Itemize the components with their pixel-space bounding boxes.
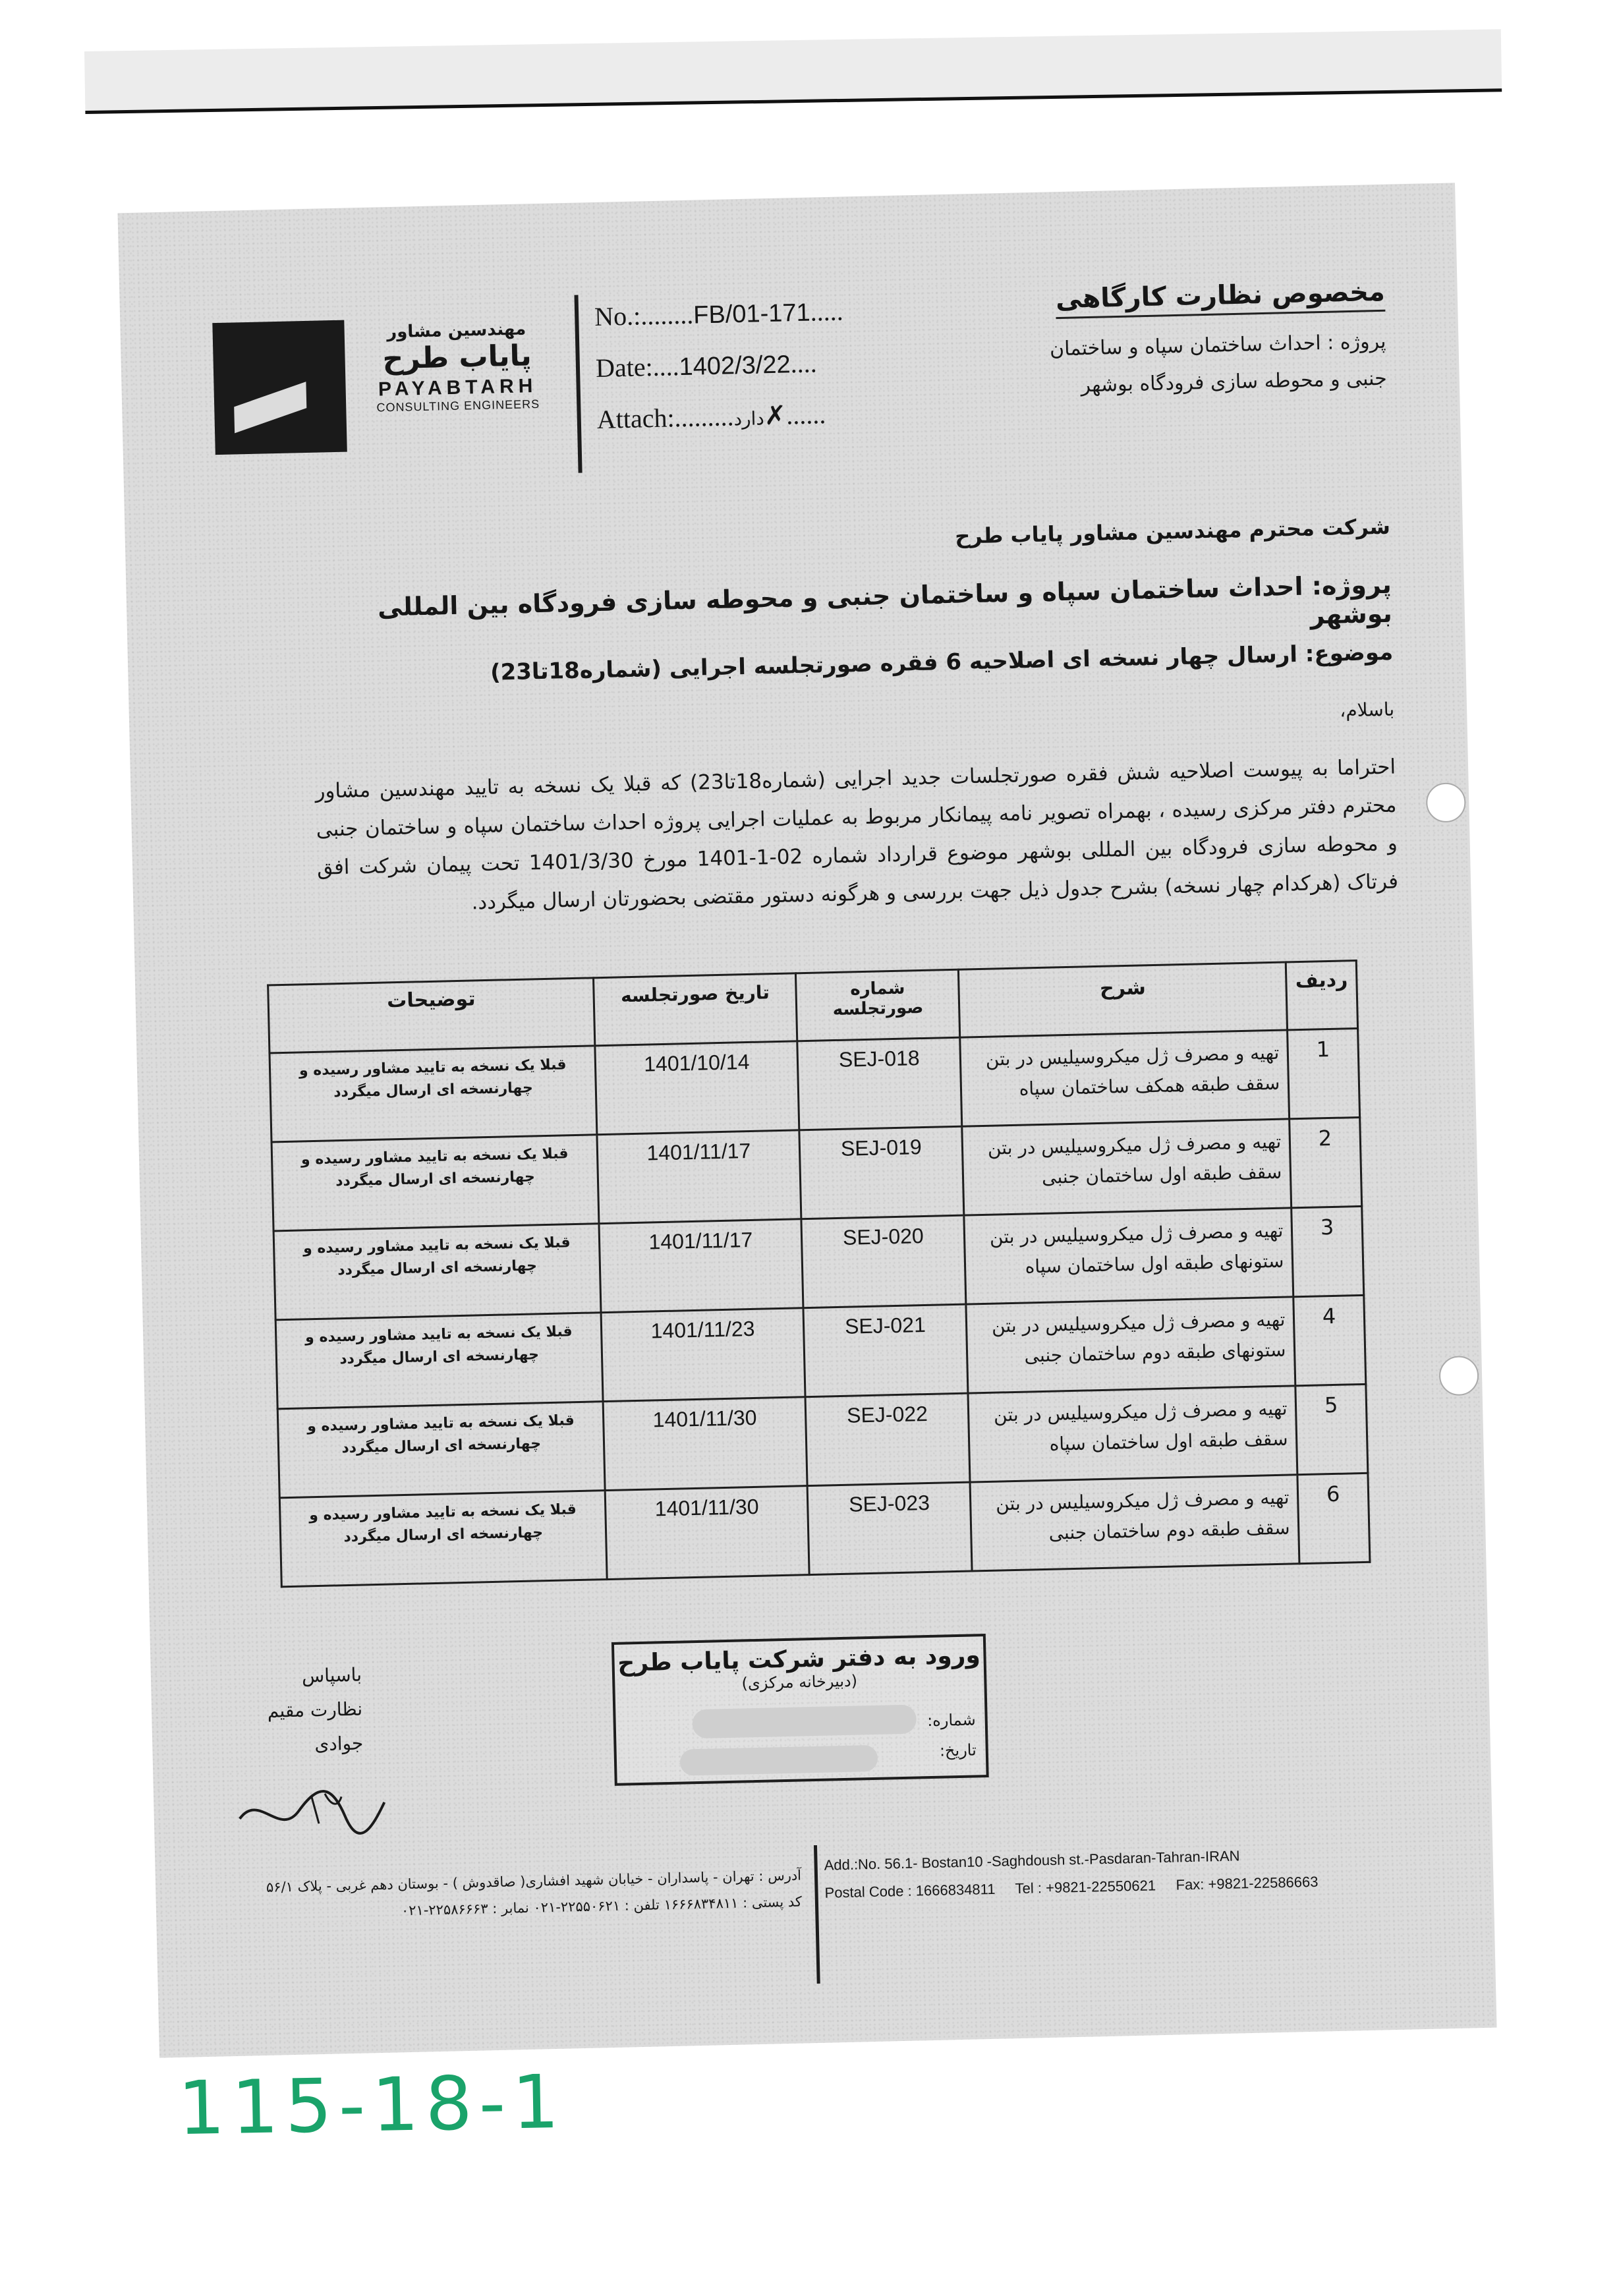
logo-stripe <box>234 382 306 433</box>
attach-label: Attach: <box>596 403 675 434</box>
cell-sharh: تهیه و مصرف ژل میکروسیلیس در بتن سقف طبقه اول ساختمان سپاه <box>968 1386 1297 1482</box>
cell-number: SEJ-023 <box>807 1482 972 1575</box>
col-number-header: شماره صورتجلسه <box>796 969 960 1041</box>
cell-sharh: تهیه و مصرف ژل میکروسیلیس در بتن ستونهای طبقه دوم ساختمان جنبی <box>966 1297 1295 1393</box>
header-project-line2: جنبی و محوطه سازی فرودگاه بوشهر <box>1081 366 1388 397</box>
greeting: باسلام، <box>1339 698 1395 722</box>
footer-address-fa: آدرس : تهران - پاسداران - خیابان شهید افشاری( صاقدوش ) - بوستان دهم غربی - پلاک ۵۶/۱ <box>266 1867 802 1895</box>
brand-persian-small: مهندسین مشاور <box>386 319 526 343</box>
brand-persian-big: پایاب طرح <box>382 339 532 376</box>
cell-radif: 2 <box>1290 1117 1362 1207</box>
stamp-title: ورود به دفتر شرکت پایاب طرح <box>617 1642 981 1677</box>
cell-desc: قبلا یک نسخه به تایید مشاور رسیده و چهارنسخه ای ارسال میگردد <box>277 1402 605 1498</box>
cell-date: 1401/11/30 <box>603 1397 807 1491</box>
footer-address-en: Add.:No. 56.1- Bostan10 -Saghdoush st.-Pasdaran-Tahran-IRAN <box>824 1847 1240 1874</box>
date-value: 1402/3/22 <box>679 351 791 382</box>
header-right-block <box>1048 277 1387 405</box>
document-title: مخصوص نظارت کارگاهی <box>1056 277 1386 319</box>
stamp-number-label: شماره: <box>926 1710 977 1731</box>
cell-desc: قبلا یک نسخه به تایید مشاور رسیده و چهارنسخه ای ارسال میگردد <box>271 1135 599 1231</box>
header-divider <box>574 295 582 473</box>
punch-hole <box>1426 782 1466 822</box>
attach-value: دارد <box>733 408 765 430</box>
minutes-table <box>267 960 1371 1588</box>
cell-sharh: تهیه و مصرف ژل میکروسیلیس در بتن سقف طبقه دوم ساختمان جنبی <box>970 1475 1299 1571</box>
cell-desc: قبلا یک نسخه به تایید مشاور رسیده و چهارنسخه ای ارسال میگردد <box>279 1491 607 1587</box>
cell-date: 1401/11/30 <box>605 1486 809 1580</box>
footer-postal-en: Postal Code : 1666834811 <box>824 1880 996 1901</box>
subject-line: موضوع: ارسال چهار نسخه ای اصلاحیه 6 فقره صورتجلسه اجرایی (شماره18تا23) <box>490 639 1394 686</box>
body-paragraph: احتراما به پیوست اصلاحیه شش فقره صورتجلسات جدید اجرایی (شماره18تا23) که قبلا یک نسخه به تایید مهندسین مشاور محترم دفتر مرکزی رسیده ، بهمراه تصویر نامه پیمانکار مربوط به عملیات اجرایی پروژه احداث ساختمان سپاه و ساختمان جنبی و محوطه سازی فرودگاه بین المللی بوشهر موضوع قرارداد شماره 02-1-1401 مورخ 1401/3/30 تحت پیمان شرکت افق فرتاک (هرکدام چهار نسخه) بشرح جدول ذیل جهت بررسی و هرگونه دستور مقتضی بحضورتان ارسال میگردد. <box>315 755 1399 915</box>
signature-thanks: باسپاس <box>301 1663 362 1687</box>
recipient-company: شرکت محترم مهندسین مشاور پایاب طرح <box>954 513 1391 549</box>
header-project-line1: پروژه : احداث ساختمان سپاه و ساختمان <box>1049 330 1386 361</box>
meta-attach-row: Attach:.........دارد✗...... <box>596 399 826 434</box>
cell-radif: 1 <box>1288 1029 1360 1119</box>
redaction-blur <box>680 1745 878 1776</box>
cell-desc: قبلا یک نسخه به تایید مشاور رسیده و چهارنسخه ای ارسال میگردد <box>275 1313 603 1409</box>
signature-block <box>249 1658 363 1764</box>
cell-sharh: تهیه و مصرف ژل میکروسیلیس در بتن ستونهای طبقه اول ساختمان سپاه <box>964 1208 1293 1304</box>
redaction-blur <box>692 1704 917 1738</box>
meta-date-row: Date:....1402/3/22.... <box>595 348 818 383</box>
cell-radif: 4 <box>1293 1295 1366 1385</box>
cell-date: 1401/10/14 <box>595 1041 799 1135</box>
cell-number: SEJ-022 <box>805 1393 970 1486</box>
cell-radif: 3 <box>1292 1206 1364 1296</box>
col-desc-header: توضیحات <box>268 978 596 1053</box>
date-label: Date: <box>595 352 654 383</box>
cell-sharh: تهیه و مصرف ژل میکروسیلیس در بتن سقف طبقه همکف ساختمان سپاه <box>960 1030 1290 1126</box>
cell-sharh: تهیه و مصرف ژل میکروسیلیس در بتن سقف طبقه اول ساختمان جنبی <box>962 1119 1292 1215</box>
handwritten-archive-code: 115-18-1 <box>177 2059 567 2152</box>
brand-english-sub: CONSULTING ENGINEERS <box>376 397 540 415</box>
cell-number: SEJ-021 <box>803 1304 968 1397</box>
handwritten-signature <box>232 1776 391 1845</box>
cell-radif: 5 <box>1295 1384 1368 1474</box>
stamp-date-label: تاریخ: <box>939 1740 977 1760</box>
col-radif-header: ردیف <box>1286 961 1358 1030</box>
no-label: No.: <box>594 301 641 332</box>
cell-date: 1401/11/17 <box>597 1130 801 1224</box>
footer-contact-fa: کد پستی : ۱۶۶۶۸۳۴۸۱۱ تلفن : ۲۲۵۵۰۶۲۱-۰۲۱ نمابر : ۲۲۵۸۶۶۶۳-۰۲۱ <box>401 1893 803 1919</box>
letter-sheet <box>117 183 1496 2057</box>
cell-number: SEJ-018 <box>797 1037 962 1130</box>
punch-hole <box>1438 1356 1479 1396</box>
brand-english: PAYABTARH <box>378 375 538 401</box>
footer-fax-en: Fax: +9821-22586663 <box>1176 1873 1319 1893</box>
footer-english <box>824 1841 1319 1907</box>
signature-role: نظارت مقیم <box>267 1698 363 1722</box>
cell-number: SEJ-020 <box>801 1215 966 1308</box>
col-date-header: تاریخ صورتجلسه <box>594 973 797 1046</box>
cell-radif: 6 <box>1297 1473 1370 1563</box>
cell-date: 1401/11/23 <box>601 1308 805 1402</box>
footer-divider <box>814 1845 820 1984</box>
no-value: FB/01-171 <box>693 299 811 330</box>
cell-desc: قبلا یک نسخه به تایید مشاور رسیده و چهارنسخه ای ارسال میگردد <box>270 1046 597 1142</box>
col-sharh-header: شرح <box>959 962 1288 1037</box>
brand-block <box>351 318 563 415</box>
signature-name: جوادی <box>314 1732 364 1756</box>
cell-number: SEJ-019 <box>799 1126 964 1219</box>
cell-date: 1401/11/17 <box>599 1219 803 1313</box>
scan-edge-strip <box>84 29 1502 114</box>
footer-persian <box>182 1862 803 1929</box>
footer-tel-en: Tel : +9821-22550621 <box>1015 1877 1156 1897</box>
project-line: پروژه: احداث ساختمان سپاه و ساختمان جنبی و محوطه سازی فرودگاه بین المللی بوشهر <box>377 569 1393 630</box>
meta-number-row: No.:........FB/01-171..... <box>594 296 844 332</box>
stamp-subtitle: (دبیرخانه مرکزی) <box>741 1671 858 1693</box>
company-logo <box>212 320 347 455</box>
cell-desc: قبلا یک نسخه به تایید مشاور رسیده و چهارنسخه ای ارسال میگردد <box>273 1224 601 1320</box>
letter-meta <box>594 295 847 455</box>
